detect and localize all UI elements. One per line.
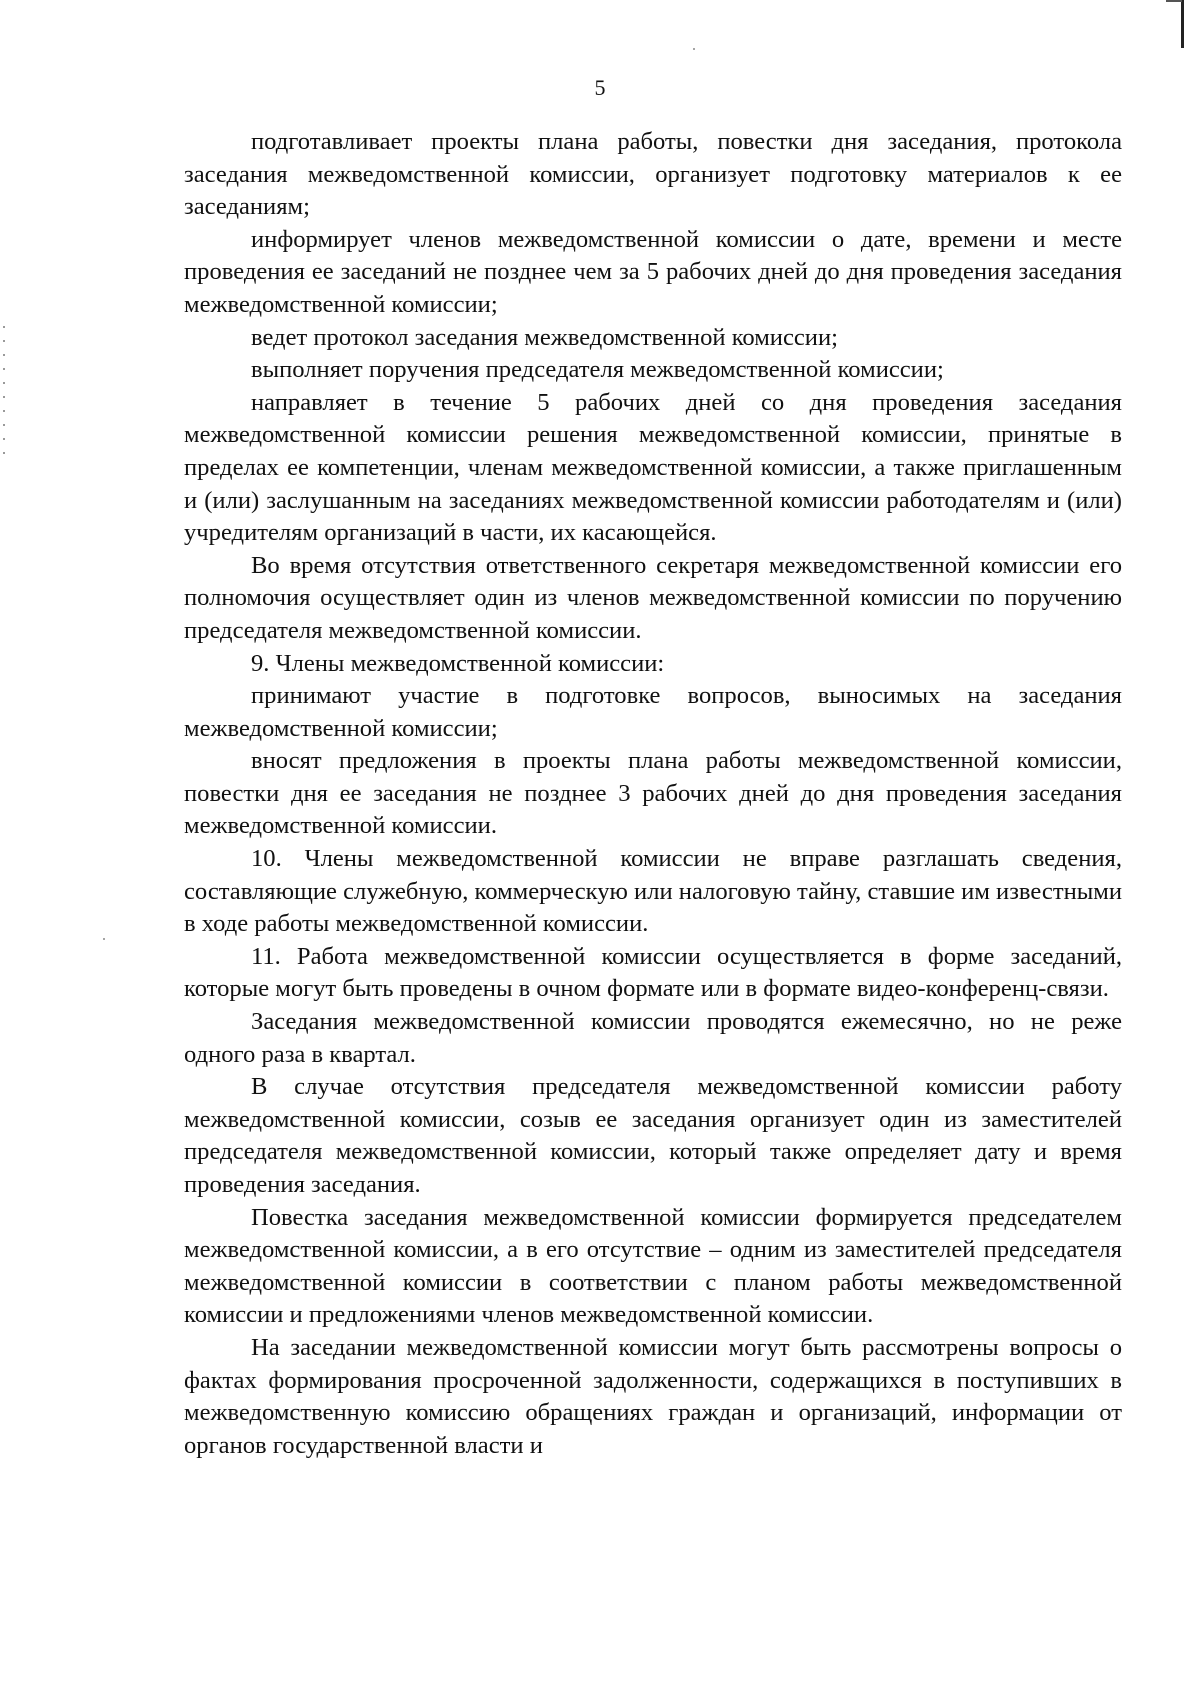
- paragraph-item-11: 11. Работа межведомственной комиссии осуществляется в форме заседаний, которые могут быть проведены в очном формате или в формате видео-конференц-связи.: [184, 942, 1122, 1003]
- paragraph: Повестка заседания межведомственной комиссии формируется председателем межведомственной комиссии, а в его отсутствие – одним из заместителей председателя межведомственной комиссии в соответствии с планом работы межведомственной комиссии и предложениями членов межведомственной комиссии.: [184, 1203, 1122, 1329]
- scan-speck: [103, 938, 105, 940]
- paragraph-item-10: 10. Члены межведомственной комиссии не вправе разглашать сведения, составляющие служебную, коммерческую или налоговую тайну, ставшие им известными в ходе работы межведомственной комиссии.: [184, 845, 1122, 938]
- paragraph: ведет протокол заседания межведомственной комиссии;: [251, 323, 838, 351]
- paragraph: принимают участие в подготовке вопросов, выносимых на заседания межведомственной комиссии;: [184, 682, 1122, 742]
- paragraph: вносят предложения в проекты плана работы межведомственной комиссии, повестки дня ее заседания не позднее 3 рабочих дней до дня проведения заседания межведомственной комиссии.: [184, 747, 1122, 840]
- document-body: [184, 126, 1122, 1462]
- paragraph: Заседания межведомственной комиссии проводятся ежемесячно, но не реже одного раза в квартал.: [184, 1008, 1122, 1068]
- paragraph: В случае отсутствия председателя межведомственной комиссии работу межведомственной комиссии, созыв ее заседания организует один из заместителей председателя межведомственной комиссии, который также определяет дату и время проведения заседания.: [184, 1073, 1122, 1198]
- page-number: 5: [594, 75, 606, 100]
- section-heading-item-9: 9. Члены межведомственной комиссии:: [251, 649, 665, 677]
- scan-binding-dots: [3, 326, 5, 466]
- scan-edge-mark: [1181, 0, 1184, 48]
- paragraph: На заседании межведомственной комиссии могут быть рассмотрены вопросы о фактах формирования просроченной задолженности, содержащихся в поступивших в межведомственную комиссию обращениях граждан и организаций, информации от органов государственной власти и: [184, 1333, 1122, 1459]
- paragraph: информирует членов межведомственной комиссии о дате, времени и месте проведения ее заседаний не позднее чем за 5 рабочих дней до дня проведения заседания межведомственной комиссии;: [184, 225, 1122, 318]
- paragraph: подготавливает проекты плана работы, повестки дня заседания, протокола заседания межведомственной комиссии, организует подготовку материалов к ее заседаниям;: [184, 128, 1122, 221]
- scan-edge-tick: [1166, 0, 1182, 2]
- scan-speck: [693, 48, 695, 50]
- paragraph: выполняет поручения председателя межведомственной комиссии;: [251, 356, 944, 384]
- paragraph: Во время отсутствия ответственного секретаря межведомственной комиссии его полномочия осуществляет один из членов межведомственной комиссии по поручению председателя межведомственной комиссии.: [184, 551, 1122, 644]
- paragraph: направляет в течение 5 рабочих дней со дня проведения заседания межведомственной комиссии решения межведомственной комиссии, принятые в пределах ее компетенции, членам межведомственной комиссии, а также приглашенным и (или) заслушанным на заседаниях межведомственной комиссии работодателям и (или) учредителям организаций в части, их касающейся.: [184, 388, 1122, 547]
